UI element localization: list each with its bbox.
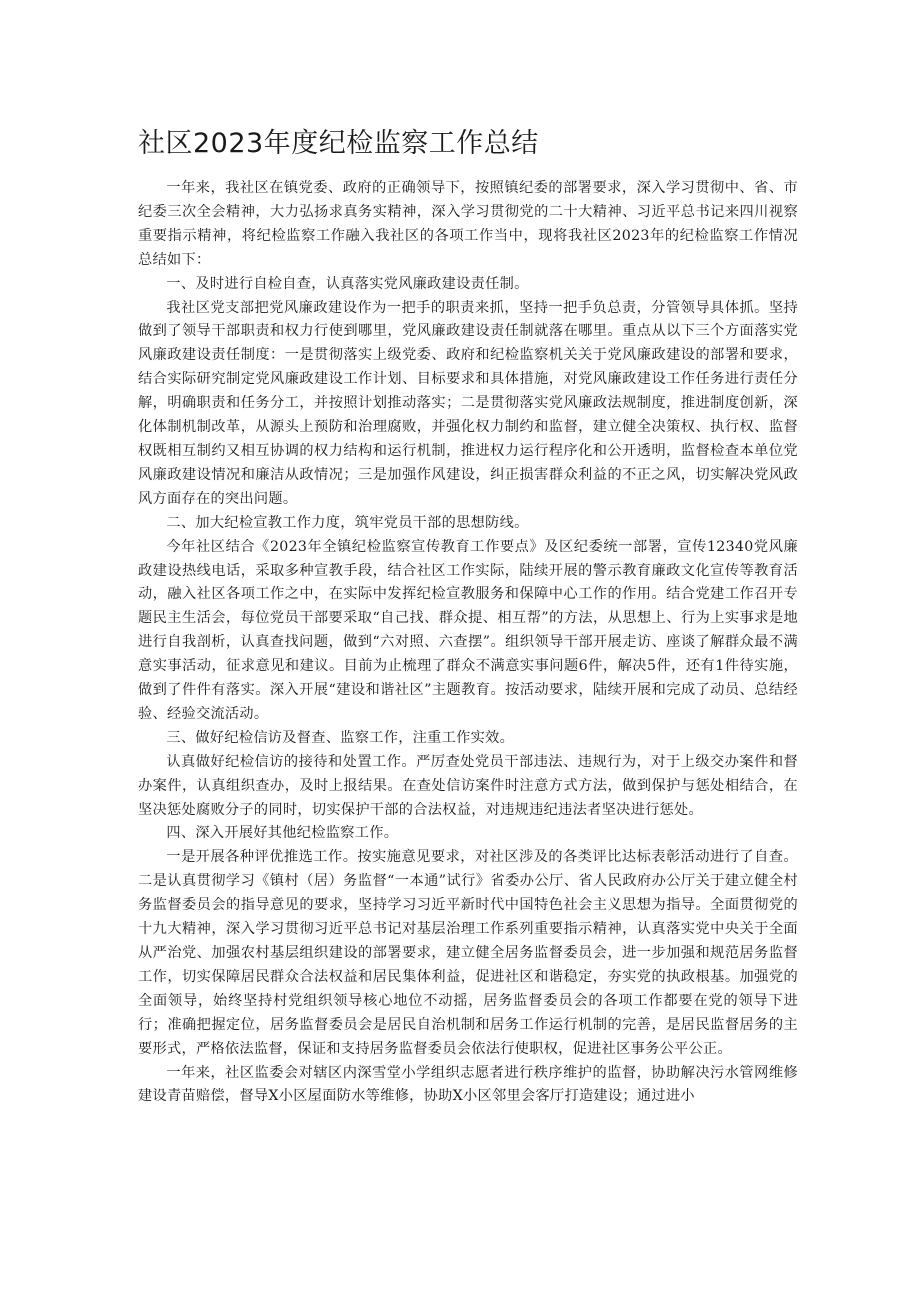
section-1-paragraph: 我社区党支部把党风廉政建设作为一把手的职责来抓，坚持一把手负总责，分管领导具体抓。坚持做到了领导干部职责和权力行使到哪里，党风廉政建设责任制就落在哪里。重点从以下三个方面落实党风廉政建设责任制度：一是贯彻落实上级党委、政府和纪检监察机关关于党风廉政建设的部署和要求，结合实际研究制定党风廉政建设工作计划、目标要求和具体措施，对党风廉政建设工作任务进行责任分解，明确职责和任务分工，并按照计划推动落实；二是贯彻落实党风廉政法规制度，推进制度创新，深化体制机制改革，从源头上预防和治理腐败，并强化权力制约和监督，建立健全决策权、执行权、监督权既相互制约又相互协调的权力结构和运行机制，推进权力运行程序化和公开透明，监督检查本单位党风廉政建设情况和廉洁从政情况；三是加强作风建设，纠正损害群众利益的不正之风，切实解决党风政风方面存在的突出问题。 (138, 299, 798, 507)
section-2-heading: 二、加大纪检宣教工作力度，筑牢党员干部的思想防线。 (166, 514, 529, 531)
section-4-heading: 四、深入开展好其他纪检监察工作。 (166, 825, 399, 842)
document-title: 社区2023年度纪检监察工作总结 (138, 128, 539, 159)
document-body (138, 177, 798, 1109)
section-3-paragraph: 认真做好纪检信访的接待和处置工作。严厉查处党员干部违法、违规行为，对于上级交办案件和督办案件，认真组织查办，及时上报结果。在查处信访案件时注意方式方法，做到保护与惩处相结合，在坚决惩处腐败分子的同时，切实保护干部的合法权益，对违规违纪违法者坚决进行惩处。 (138, 753, 798, 818)
intro-paragraph: 一年来，我社区在镇党委、政府的正确领导下，按照镇纪委的部署要求，深入学习贯彻中、省、市纪委三次全会精神，大力弘扬求真务实精神，深入学习贯彻党的二十大精神、习近平总书记来四川视察重要指示精神，将纪检监察工作融入我社区的各项工作当中，现将我社区2023年的纪检监察工作情况总结如下： (138, 180, 798, 268)
closing-paragraph: 一年来，社区监委会对辖区内深雪堂小学组织志愿者进行秩序维护的监督，协助解决污水管网维修建设青苗赔偿，督导X小区屋面防水等维修，协助X小区邻里会客厅打造建设；通过进小 (138, 1064, 798, 1105)
section-2-paragraph: 今年社区结合《2023年全镇纪检监察宣传教育工作要点》及区纪委统一部署，宣传12340党风廉政建设热线电话，采取多种宣教手段，结合社区工作实际，陆续开展的警示教育廉政文化宣传等教育活动，融入社区各项工作之中，在实际中发挥纪检宣教服务和保障中心工作的作用。结合党建工作召开专题民主生活会，每位党员干部要采取“自己找、群众提、相互帮”的方法，从思想上、行为上实事求是地进行自我剖析，认真查找问题，做到“六对照、六查摆”。组织领导干部开展走访、座谈了解群众最不满意实事活动，征求意见和建议。目前为止梳理了群众不满意实事问题6件，解决5件，还有1件待实施，做到了件件有落实。深入开展“建设和谐社区”主题教育。按活动要求，陆续开展和完成了动员、总结经验、经验交流活动。 (138, 538, 798, 722)
section-3-heading: 三、做好纪检信访及督查、监察工作，注重工作实效。 (166, 729, 515, 746)
section-1-heading: 一、及时进行自检自查，认真落实党风廉政建设责任制。 (166, 275, 529, 292)
section-4-paragraph: 一是开展各种评优推选工作。按实施意见要求，对社区涉及的各类评比达标表彰活动进行了自查。二是认真贯彻学习《镇村（居）务监督“一本通”试行》省委办公厅、省人民政府办公厅关于建立健全村务监督委员会的指导意见的要求，坚持学习习近平新时代中国特色社会主义思想为指导。全面贯彻党的十九大精神，深入学习贯彻习近平总书记对基层治理工作系列重要指示精神，认真落实党中央关于全面从严治党、加强农村基层组织建设的部署要求，建立健全居务监督委员会，进一步加强和规范居务监督工作，切实保障居民群众合法权益和居民集体利益，促进社区和谐稳定，夯实党的执政根基。加强党的全面领导，始终坚持村党组织领导核心地位不动摇，居务监督委员会的各项工作都要在党的领导下进行；准确把握定位，居务监督委员会是居民自治机制和居务工作运行机制的完善，是居民监督居务的主要形式，严格依法监督，保证和支持居务监督委员会依法行使职权，促进社区事务公平公正。 (138, 849, 798, 1057)
